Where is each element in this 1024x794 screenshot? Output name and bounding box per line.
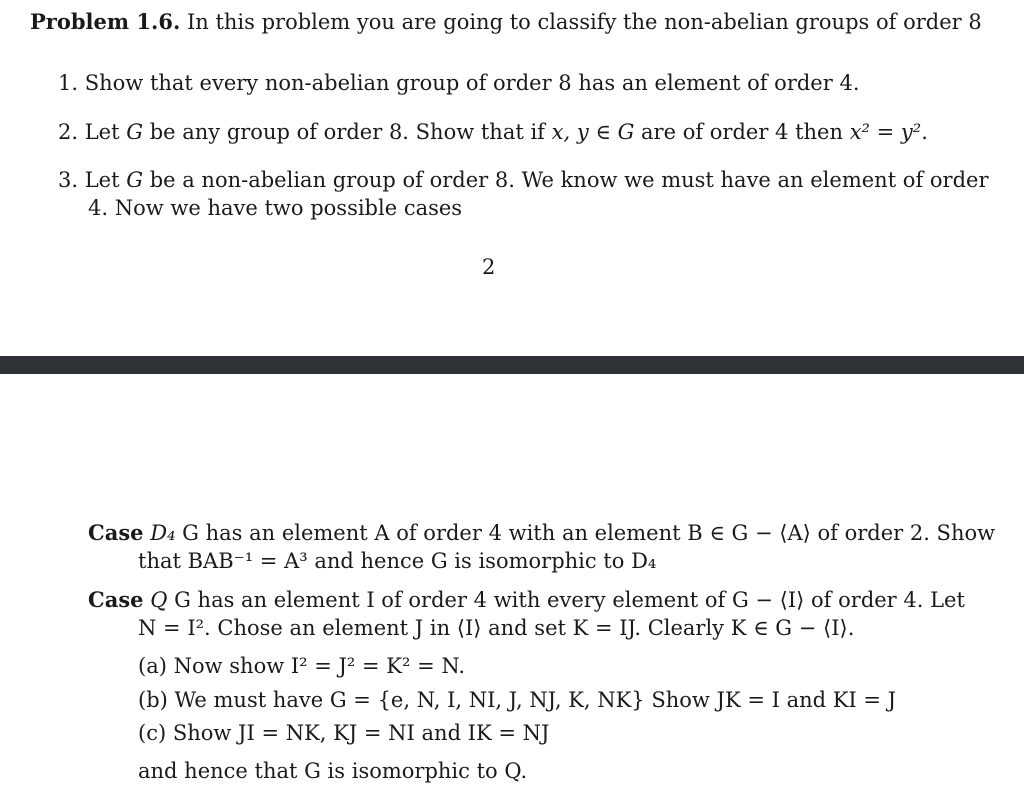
case-q-name: Q: [150, 588, 168, 612]
item-2-text-c: are of order 4 then: [634, 120, 850, 144]
case-q-subitem-c: [138, 719, 549, 747]
case-q-text1: G has an element I of order 4 with every element of G − ⟨I⟩ of order 4. Let: [174, 588, 965, 612]
item-3-line1-a: Let: [84, 168, 127, 192]
case-q-line1: [88, 586, 965, 614]
subitem-c-text: Show JI = NK, KJ = NI and IK = NJ: [172, 721, 550, 745]
item-1-text: Show that every non-abelian group of order 8 has an element of order 4.: [84, 71, 860, 95]
case-d4-line2: that BAB⁻¹ = A³ and hence G is isomorphic to D₄: [138, 549, 657, 573]
subitem-a-label: (a): [138, 654, 167, 678]
page-divider: [0, 356, 1024, 374]
item-2-math2: x² = y²: [849, 120, 922, 144]
case-d4-name: D₄: [150, 521, 176, 545]
item-2-G: G: [126, 120, 144, 144]
subitem-a-text: Now show I² = J² = K² = N.: [173, 654, 466, 678]
item-1: [58, 69, 860, 97]
item-2-text-a: Let: [84, 120, 127, 144]
case-q-subitem-a: [138, 652, 465, 680]
item-2-number: 2.: [58, 120, 79, 144]
subitem-b-text: We must have G = {e, N, I, NI, J, NJ, K, NK} Show JK = I and KI = J: [174, 688, 897, 712]
item-3-number: 3.: [58, 168, 79, 192]
page-top: [0, 0, 1024, 356]
case-q-label: Case: [88, 587, 144, 612]
item-2-text-b: be any group of order 8. Show that if: [143, 120, 552, 144]
item-3: [58, 166, 989, 194]
subitem-c-label: (c): [138, 721, 167, 745]
problem-statement: [30, 8, 982, 36]
subitem-b-label: (b): [138, 688, 168, 712]
problem-heading: Problem 1.6.: [30, 9, 181, 34]
case-q-conclusion: and hence that G is isomorphic to Q.: [138, 759, 528, 783]
case-d4-text1: G has an element A of order 4 with an element B ∈ G − ⟨A⟩ of order 2. Show: [182, 521, 996, 545]
item-2-text-d: .: [921, 120, 928, 144]
item-3-line1-b: be a non-abelian group of order 8. We know we must have an element of order: [143, 168, 989, 192]
item-3-line2: 4. Now we have two possible cases: [88, 196, 463, 220]
page-bottom: [0, 374, 1024, 794]
case-d4-line1: [88, 519, 995, 547]
page-number: 2: [482, 255, 496, 279]
case-q-line2: N = I². Chose an element J in ⟨I⟩ and set K = IJ. Clearly K ∈ G − ⟨I⟩.: [138, 616, 855, 640]
problem-intro: In this problem you are going to classify the non-abelian groups of order 8: [186, 10, 982, 34]
case-q-subitem-b: [138, 686, 896, 714]
item-3-G: G: [126, 168, 144, 192]
item-2-math: x, y ∈ G: [551, 120, 635, 144]
item-2: [58, 118, 928, 146]
item-1-number: 1.: [58, 71, 79, 95]
case-d4-label: Case: [88, 520, 144, 545]
